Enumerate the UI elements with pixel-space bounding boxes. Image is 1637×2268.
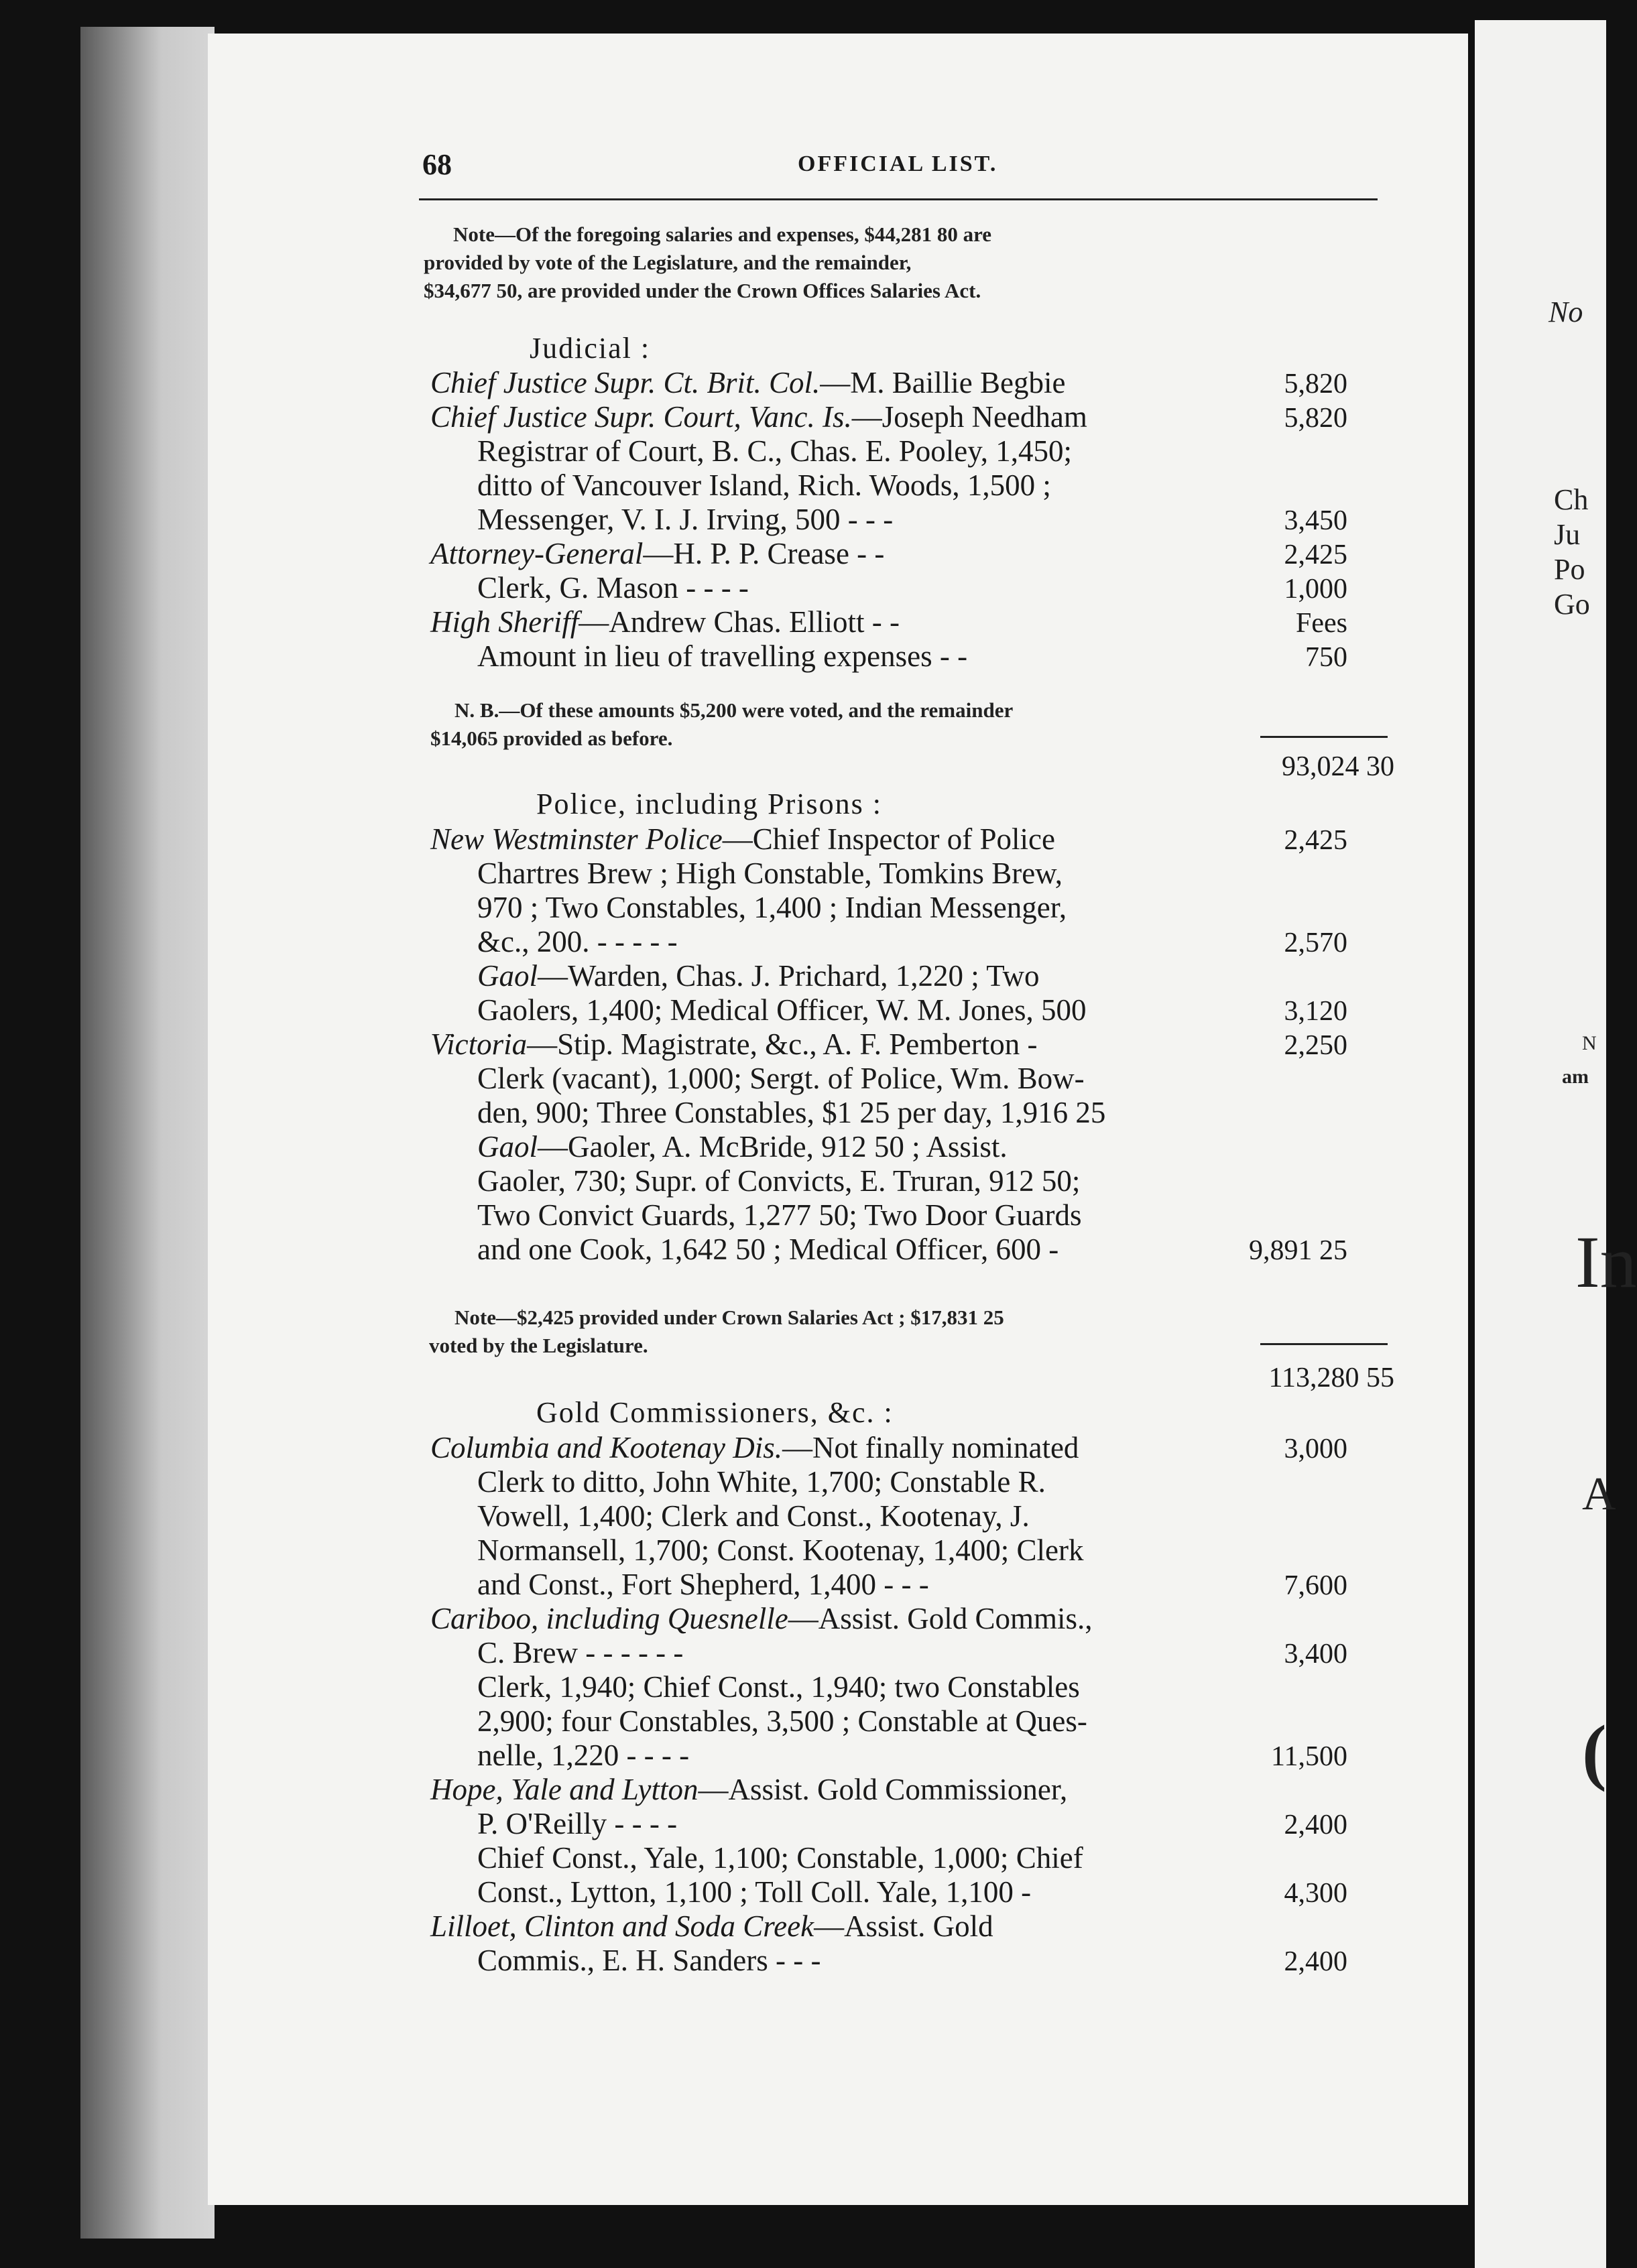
- note-line: $34,677 50, are provided under the Crown Offices Salaries Act.: [424, 279, 981, 302]
- entry-amount: 750: [1305, 642, 1347, 673]
- entry-text: Chartres Brew ; High Constable, Tomkins Brew,: [477, 857, 1063, 890]
- fragment: Po: [1554, 553, 1585, 586]
- entry-amount: Fees: [1296, 608, 1347, 639]
- entry-amount: 2,400: [1284, 1810, 1347, 1840]
- fragment: A: [1582, 1468, 1616, 1520]
- entry-amount: 5,820: [1284, 403, 1347, 434]
- entry-text: Registrar of Court, B. C., Chas. E. Pooley, 1,450;: [477, 434, 1073, 468]
- entry-text: den, 900; Three Constables, $1 25 per day, 1,916 25: [477, 1096, 1106, 1129]
- entry-text: 970 ; Two Constables, 1,400 ; Indian Messenger,: [477, 891, 1067, 924]
- entry-text: Gaolers, 1,400; Medical Officer, W. M. Jones, 500: [477, 993, 1087, 1027]
- note-line: provided by vote of the Legislature, and the remainder,: [424, 251, 912, 274]
- entry-text: Clerk, G. Mason - - - -: [477, 571, 749, 605]
- entry-text: Vowell, 1,400; Clerk and Const., Kootenay, J.: [477, 1499, 1030, 1533]
- entry-amount: 9,891 25: [1249, 1235, 1347, 1266]
- fragment: am: [1562, 1066, 1589, 1088]
- fragment: Ju: [1554, 518, 1581, 551]
- nb-line: $14,065 provided as before.: [430, 727, 673, 750]
- entry-text: Normansell, 1,700; Const. Kootenay, 1,400; Clerk: [477, 1533, 1084, 1567]
- entry-text: Lilloet, Clinton and Soda Creek—Assist. Gold: [430, 1909, 993, 1943]
- entry-amount: 7,600: [1284, 1570, 1347, 1601]
- entry-text: Gaoler, 730; Supr. of Convicts, E. Truran, 912 50;: [477, 1164, 1081, 1198]
- entry-amount: 3,120: [1284, 996, 1347, 1027]
- entry-text: Attorney-General—H. P. P. Crease - -: [430, 537, 885, 570]
- section-heading: Police, including Prisons :: [536, 788, 882, 820]
- entry-text: Clerk (vacant), 1,000; Sergt. of Police, Wm. Bow-: [477, 1062, 1085, 1095]
- entry-amount: 2,250: [1284, 1030, 1347, 1061]
- entry-text: Commis., E. H. Sanders - - -: [477, 1944, 821, 1977]
- entry-text: Chief Justice Supr. Ct. Brit. Col.—M. Baillie Begbie: [430, 366, 1066, 399]
- entry-amount: 2,400: [1284, 1946, 1347, 1977]
- entry-text: High Sheriff—Andrew Chas. Elliott - -: [430, 605, 900, 639]
- entry-text: New Westminster Police—Chief Inspector of Police: [430, 822, 1055, 856]
- entry-text: Columbia and Kootenay Dis.—Not finally nominated: [430, 1431, 1079, 1464]
- entry-text: nelle, 1,220 - - - -: [477, 1739, 690, 1772]
- header-rule: [419, 198, 1378, 200]
- entry-text: Clerk, 1,940; Chief Const., 1,940; two Constables: [477, 1670, 1080, 1704]
- entry-amount: 3,400: [1284, 1639, 1347, 1670]
- entry-text: C. Brew - - - - - -: [477, 1636, 684, 1670]
- entry-amount: 3,450: [1284, 505, 1347, 536]
- entry-text: and one Cook, 1,642 50 ; Medical Officer, 600 -: [477, 1233, 1059, 1266]
- entry-amount: 5,820: [1284, 369, 1347, 399]
- fragment: Go: [1554, 588, 1590, 621]
- section-heading: Gold Commissioners, &c. :: [536, 1396, 894, 1429]
- entry-amount: 4,300: [1284, 1878, 1347, 1909]
- fragment: (: [1582, 1710, 1607, 1792]
- entry-text: P. O'Reilly - - - -: [477, 1807, 678, 1840]
- section-heading: Judicial :: [530, 332, 651, 365]
- entry-text: 2,900; four Constables, 3,500 ; Constable at Ques-: [477, 1704, 1087, 1738]
- entry-amount: 2,425: [1284, 825, 1347, 856]
- nb-line: N. B.—Of these amounts $5,200 were voted, and the remainder: [454, 698, 1014, 722]
- page-number: 68: [422, 148, 452, 181]
- note-line: voted by the Legislature.: [429, 1334, 648, 1357]
- note-line: Note—Of the foregoing salaries and expenses, $44,281 80 are: [453, 223, 992, 246]
- fragment: No: [1549, 296, 1583, 328]
- entry-text: Chief Const., Yale, 1,100; Constable, 1,000; Chief: [477, 1841, 1083, 1875]
- entry-amount: 2,570: [1284, 928, 1347, 958]
- section-total: 113,280 55: [1268, 1363, 1394, 1393]
- entry-amount: 11,500: [1271, 1741, 1347, 1772]
- entry-text: Amount in lieu of travelling expenses - -: [477, 639, 968, 673]
- entry-text: and Const., Fort Shepherd, 1,400 - - -: [477, 1568, 929, 1601]
- fragment: N: [1582, 1032, 1597, 1054]
- section-total: 93,024 30: [1282, 751, 1394, 782]
- sum-rule: [1260, 736, 1388, 738]
- entry-text: Messenger, V. I. J. Irving, 500 - - -: [477, 503, 894, 536]
- entry-text: Victoria—Stip. Magistrate, &c., A. F. Pemberton -: [430, 1027, 1038, 1061]
- note-line: Note—$2,425 provided under Crown Salaries Act ; $17,831 25: [454, 1306, 1004, 1329]
- entry-text: Gaol—Warden, Chas. J. Prichard, 1,220 ; Two: [477, 959, 1040, 993]
- entry-amount: 1,000: [1284, 574, 1347, 605]
- entry-text: Const., Lytton, 1,100 ; Toll Coll. Yale, 1,100 -: [477, 1875, 1032, 1909]
- running-head: OFFICIAL LIST.: [798, 151, 998, 176]
- entry-text: Clerk to ditto, John White, 1,700; Constable R.: [477, 1465, 1046, 1499]
- entry-text: ditto of Vancouver Island, Rich. Woods, 1,500 ;: [477, 468, 1051, 502]
- adjacent-page: [1475, 20, 1637, 2268]
- entry-text: Two Convict Guards, 1,277 50; Two Door Guards: [477, 1198, 1082, 1232]
- entry-text: &c., 200. - - - - -: [477, 925, 678, 958]
- entry-text: Cariboo, including Quesnelle—Assist. Gold Commis.,: [430, 1602, 1093, 1635]
- entry-text: Hope, Yale and Lytton—Assist. Gold Commissioner,: [430, 1773, 1068, 1806]
- book-edge: [80, 27, 215, 2239]
- entry-amount: 3,000: [1284, 1434, 1347, 1464]
- sum-rule: [1260, 1343, 1388, 1345]
- entry-text: Gaol—Gaoler, A. McBride, 912 50 ; Assist.: [477, 1130, 1008, 1163]
- entry-amount: 2,425: [1284, 540, 1347, 570]
- entry-text: Chief Justice Supr. Court, Vanc. Is.—Joseph Needham: [430, 400, 1087, 434]
- fragment: Ch: [1554, 483, 1589, 516]
- fragment: In: [1575, 1221, 1637, 1303]
